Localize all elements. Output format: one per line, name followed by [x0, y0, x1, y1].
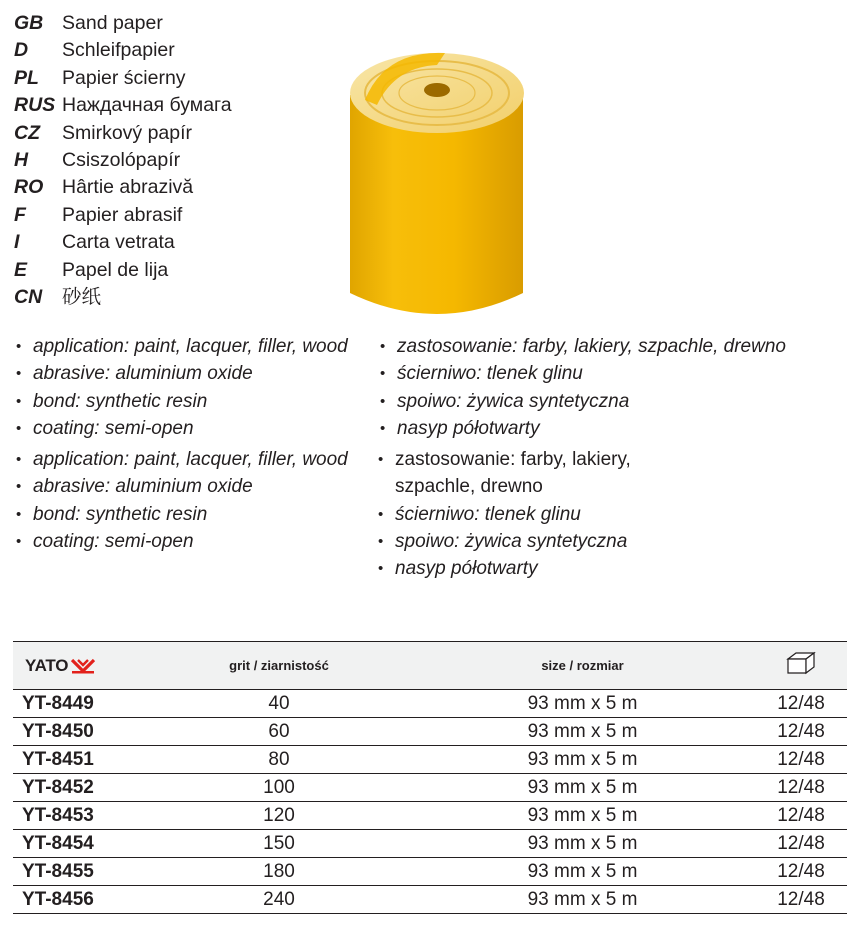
- name-row-i: I Carta vetrata: [14, 231, 175, 254]
- yato-logo: YATO: [13, 642, 148, 689]
- name-row-f: F Papier abrasif: [14, 203, 183, 226]
- grit-cell: 80: [148, 746, 410, 774]
- feature-item: • spoiwo: żywica syntetyczna: [378, 388, 786, 415]
- name-row-h: H Csiszolópapír: [14, 148, 181, 171]
- model-cell: YT-8456: [13, 886, 148, 914]
- pack-cell: 12/48: [755, 858, 847, 886]
- model-cell: YT-8449: [13, 690, 148, 718]
- table-row: [13, 690, 847, 718]
- model-cell: YT-8451: [13, 746, 148, 774]
- grit-cell: 240: [148, 886, 410, 914]
- name-row-cn: CN 砂纸: [14, 285, 102, 308]
- feature-item-continued: szpachle, drewno: [395, 476, 543, 498]
- pack-header: [755, 642, 847, 690]
- grit-cell: 100: [148, 774, 410, 802]
- roll-core: [424, 83, 450, 97]
- size-header: size / rozmiar: [410, 642, 755, 690]
- spec-table: [13, 641, 847, 914]
- feature-item: • bond: synthetic resin: [14, 388, 348, 415]
- pack-cell: 12/48: [755, 830, 847, 858]
- feature-item: • application: paint, lacquer, filler, wood: [14, 333, 348, 360]
- feature-item: • coating: semi-open: [14, 528, 348, 555]
- feature-item: • ścierniwo: tlenek glinu: [376, 501, 631, 528]
- table-row: [13, 718, 847, 746]
- feature-item: • abrasive: aluminium oxide: [14, 360, 348, 387]
- size-cell: 93 mm x 5 m: [410, 886, 755, 914]
- features-pl-2: [376, 446, 631, 582]
- feature-item: • nasyp półotwarty: [376, 555, 631, 582]
- name-row-gb: GB Sand paper: [14, 12, 163, 34]
- name-row-cz: CZ Smirkový papír: [14, 121, 193, 144]
- grit-header: grit / ziarnistość: [148, 642, 410, 690]
- feature-item: • nasyp półotwarty: [378, 415, 786, 442]
- table-row: [13, 858, 847, 886]
- name-row-d: D Schleifpapier: [14, 39, 175, 62]
- grit-cell: 60: [148, 718, 410, 746]
- table-row: [13, 802, 847, 830]
- table-row: [13, 774, 847, 802]
- feature-item: • spoiwo: żywica syntetyczna: [376, 528, 631, 555]
- feature-item: • application: paint, lacquer, filler, wood: [14, 446, 348, 473]
- model-cell: YT-8453: [13, 802, 148, 830]
- table-header-row: [13, 642, 847, 690]
- pack-cell: 12/48: [755, 886, 847, 914]
- table-row: [13, 746, 847, 774]
- name-row-rus: RUS Наждачная бумага: [14, 94, 232, 117]
- model-cell: YT-8454: [13, 830, 148, 858]
- feature-item: • bond: synthetic resin: [14, 501, 348, 528]
- grit-cell: 150: [148, 830, 410, 858]
- grit-cell: 180: [148, 858, 410, 886]
- pack-cell: 12/48: [755, 718, 847, 746]
- feature-item: • abrasive: aluminium oxide: [14, 473, 348, 500]
- name-row-e: E Papel de lija: [14, 258, 169, 281]
- pack-cell: 12/48: [755, 690, 847, 718]
- size-cell: 93 mm x 5 m: [410, 718, 755, 746]
- sandpaper-roll-image: [345, 45, 530, 320]
- features-en-2: [14, 446, 348, 555]
- feature-item: • zastosowanie: farby, lakiery,: [376, 446, 631, 473]
- name-row-ro: RO Hârtie abrazivă: [14, 176, 194, 199]
- box-icon: [786, 651, 816, 675]
- table-row: [13, 830, 847, 858]
- model-cell: YT-8452: [13, 774, 148, 802]
- product-names-list: [14, 10, 232, 311]
- size-cell: 93 mm x 5 m: [410, 774, 755, 802]
- pack-cell: 12/48: [755, 746, 847, 774]
- brand-header: [13, 642, 148, 690]
- feature-item: • zastosowanie: farby, lakiery, szpachle, drewno: [378, 333, 786, 360]
- grit-cell: 120: [148, 802, 410, 830]
- table-row: [13, 886, 847, 914]
- name-row-pl: PL Papier ścierny: [14, 66, 186, 89]
- features-en-1: [14, 333, 348, 442]
- pack-cell: 12/48: [755, 802, 847, 830]
- yato-chevron-icon: [71, 658, 95, 674]
- size-cell: 93 mm x 5 m: [410, 746, 755, 774]
- model-cell: YT-8455: [13, 858, 148, 886]
- size-cell: 93 mm x 5 m: [410, 802, 755, 830]
- size-cell: 93 mm x 5 m: [410, 858, 755, 886]
- model-cell: YT-8450: [13, 718, 148, 746]
- features-pl-1: [378, 333, 786, 442]
- grit-cell: 40: [148, 690, 410, 718]
- size-cell: 93 mm x 5 m: [410, 830, 755, 858]
- feature-item: • ścierniwo: tlenek glinu: [378, 360, 786, 387]
- size-cell: 93 mm x 5 m: [410, 690, 755, 718]
- pack-cell: 12/48: [755, 774, 847, 802]
- feature-item: • coating: semi-open: [14, 415, 348, 442]
